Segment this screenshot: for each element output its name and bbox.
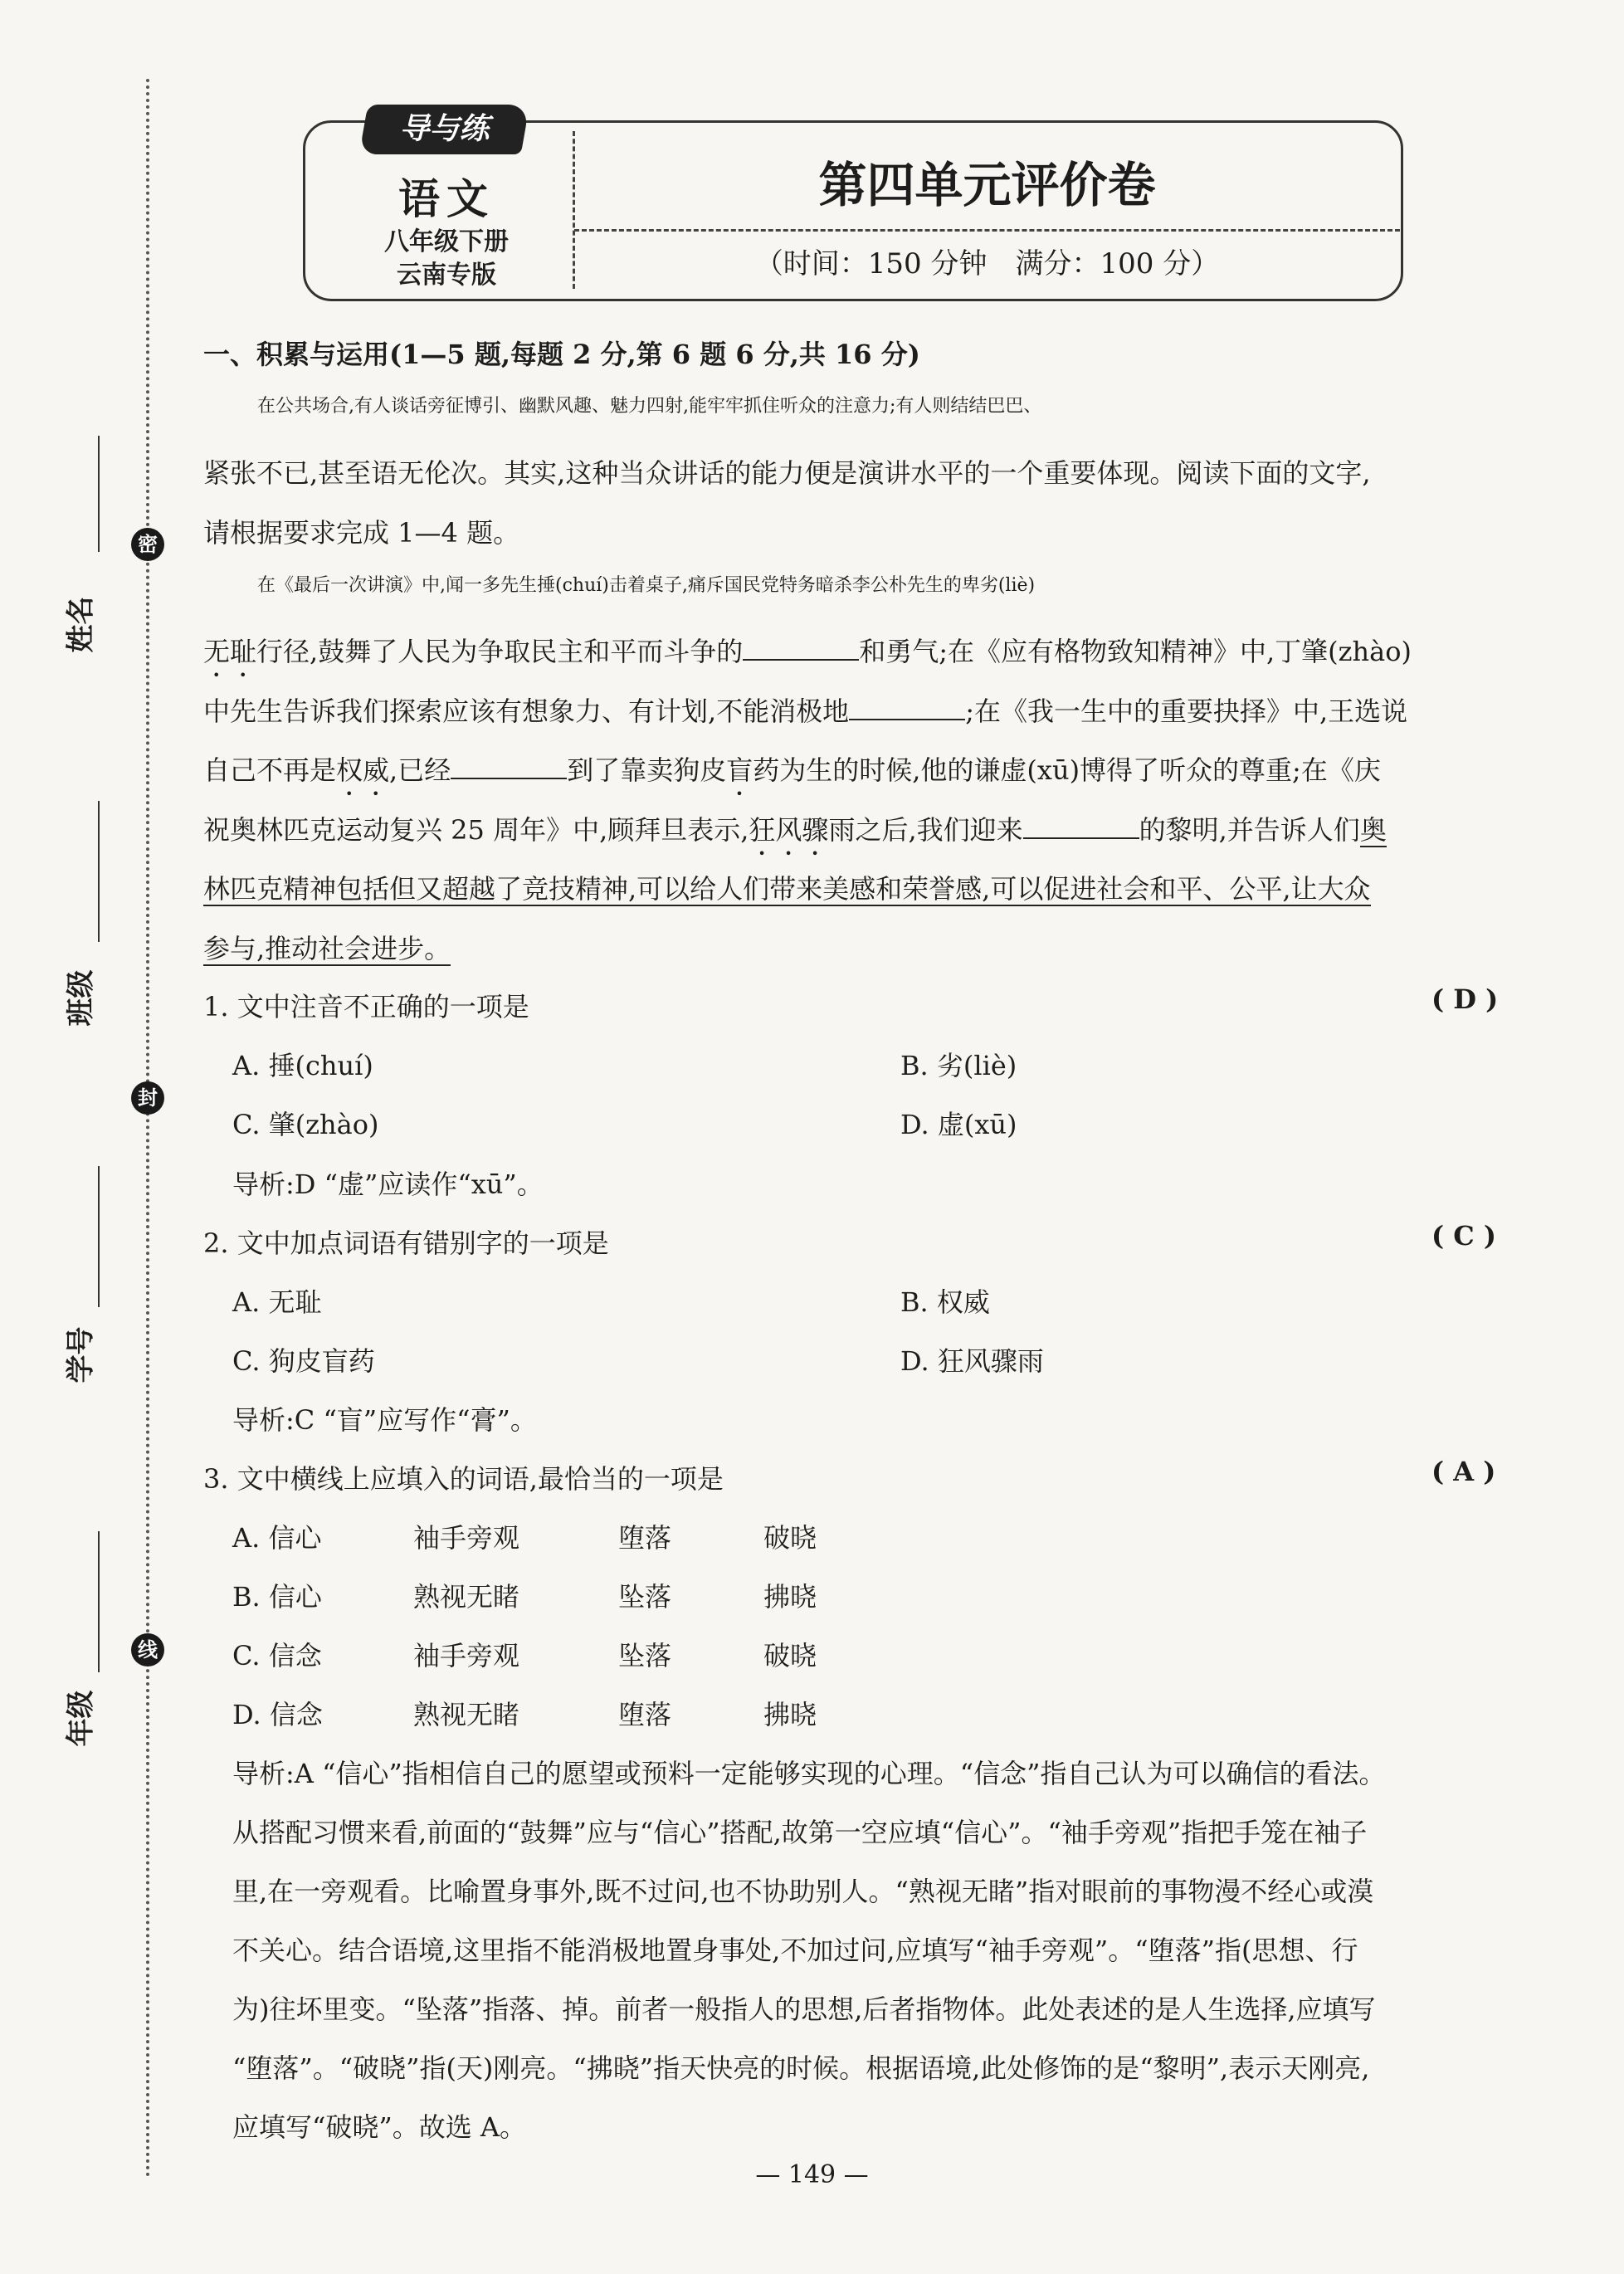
q3-a-word-3: 堕落 — [618, 1522, 672, 1554]
question-2-answer: ( C ) — [1431, 1220, 1497, 1252]
q1-option-b[interactable]: B. 劣(liè) — [900, 1050, 1017, 1081]
time-info: （时间：150 分钟 满分：100 分） — [754, 247, 1220, 281]
passage-line-4: 自己不再是权威,已经 到了靠卖狗皮盲药为生的时候,他的谦虚(xū)博得了听众的尊重;在《庆 — [203, 754, 1381, 786]
q3-b-word-2: 熟视无睹 — [413, 1581, 520, 1613]
question-1-stem: 1. 文中注音不正确的一项是 — [203, 991, 529, 1022]
blank-2[interactable] — [849, 697, 965, 720]
q3-c-word-3: 坠落 — [618, 1640, 672, 1671]
number-label: 学号 — [64, 1326, 98, 1383]
number-line — [98, 1166, 100, 1307]
binding-dotted-line — [146, 79, 149, 2179]
seal-mi: 密 — [131, 528, 164, 561]
q3-analysis-line-2: 从搭配习惯来看,前面的“鼓舞”应与“信心”搭配,故第一空应填“信心”。“袖手旁观”指把手笼在袖子 — [232, 1817, 1368, 1848]
grade-level: 八年级下册 — [384, 227, 509, 256]
q1-option-a[interactable]: A. 捶(chuí) — [232, 1050, 373, 1081]
intro-line-1: 在公共场合,有人谈话旁征博引、幽默风趣、魅力四射,能牢牢抓住听众的注意力;有人则结结巴巴、 — [257, 396, 1042, 417]
q3-d-word-4: 拂晓 — [763, 1699, 817, 1730]
passage-line-6: 林匹克精神包括但又超越了竞技精神,可以给人们带来美感和荣誉感,可以促进社会和平、公平,让大众 — [203, 873, 1371, 905]
grade-label: 年级 — [64, 1690, 98, 1747]
intro-line-3: 请根据要求完成 1—4 题。 — [203, 517, 520, 549]
q3-option-c[interactable]: C. 信念 — [232, 1640, 322, 1671]
q1-option-c[interactable]: C. 肇(zhào) — [232, 1109, 379, 1140]
q3-b-word-4: 拂晓 — [763, 1581, 817, 1613]
q2-option-a[interactable]: A. 无耻 — [232, 1286, 322, 1318]
q3-d-word-3: 堕落 — [618, 1699, 672, 1730]
q2-option-d[interactable]: D. 狂风骤雨 — [900, 1345, 1044, 1377]
exam-header — [303, 112, 1403, 301]
section-heading: 一、积累与运用(1—5 题,每题 2 分,第 6 题 6 分,共 16 分) — [203, 339, 920, 370]
name-label: 姓名 — [64, 596, 98, 653]
seal-xian: 线 — [131, 1633, 164, 1666]
q3-b-word-3: 坠落 — [618, 1581, 672, 1613]
question-2-stem: 2. 文中加点词语有错别字的一项是 — [203, 1227, 609, 1259]
q1-option-d[interactable]: D. 虚(xū) — [900, 1109, 1017, 1140]
blank-1[interactable] — [743, 637, 859, 661]
grade-line — [98, 1531, 100, 1672]
question-3-stem: 3. 文中横线上应填入的词语,最恰当的一项是 — [203, 1463, 724, 1495]
class-label: 班级 — [64, 969, 98, 1027]
q3-d-word-2: 熟视无睹 — [413, 1699, 520, 1730]
blank-4[interactable] — [1023, 816, 1139, 839]
q3-analysis-line-1: 导析:A “信心”指相信自己的愿望或预料一定能够实现的心理。“信念”指自己认为可以确信的看法。 — [232, 1758, 1386, 1789]
question-2-analysis: 导析:C “盲”应写作“膏”。 — [232, 1404, 537, 1436]
q3-analysis-line-7: 应填写“破晓”。故选 A。 — [232, 2111, 527, 2143]
q3-a-word-2: 袖手旁观 — [413, 1522, 520, 1554]
page-title: 第四单元评价卷 — [818, 157, 1156, 213]
q3-analysis-line-4: 不关心。结合语境,这里指不能消极地置身事处,不加过问,应填写“袖手旁观”。“堕落”指(思想、行 — [232, 1935, 1358, 1966]
q3-analysis-line-3: 里,在一旁观看。比喻置身事外,既不过问,也不协助别人。“熟视无睹”指对眼前的事物漫不经心或漠 — [232, 1876, 1374, 1907]
q3-c-word-4: 破晓 — [763, 1640, 817, 1671]
passage-line-7: 参与,推动社会进步。 — [203, 933, 451, 964]
q3-analysis-line-5: 为)往坏里变。“坠落”指落、掉。前者一般指人的思想,后者指物体。此处表述的是人生选择,应填写 — [232, 1993, 1376, 2025]
blank-3[interactable] — [451, 756, 567, 779]
q3-option-b[interactable]: B. 信心 — [232, 1581, 322, 1613]
question-3-answer: ( A ) — [1431, 1456, 1496, 1487]
q3-analysis-line-6: “堕落”。“破晓”指(天)刚亮。“拂晓”指天快亮的时候。根据语境,此处修饰的是“黎明”,表示天刚亮, — [232, 2052, 1370, 2084]
q3-option-d[interactable]: D. 信念 — [232, 1699, 323, 1730]
header-dash — [574, 229, 1400, 232]
brand-logo: 导与练 — [359, 105, 530, 154]
name-line — [98, 436, 100, 552]
passage-line-5: 祝奥林匹克运动复兴 25 周年》中,顾拜旦表示,狂风骤雨之后,我们迎来 的黎明,并告诉人们奥 — [203, 814, 1387, 846]
intro-line-2: 紧张不已,甚至语无伦次。其实,这种当众讲话的能力便是演讲水平的一个重要体现。阅读下面的文字, — [203, 457, 1371, 489]
question-1-analysis: 导析:D “虚”应读作“xū”。 — [232, 1169, 544, 1200]
passage-line-3: 中先生告诉我们探索应该有想象力、有计划,不能消极地 ;在《我一生中的重要抉择》中,王选说 — [203, 695, 1408, 727]
q2-option-b[interactable]: B. 权威 — [900, 1286, 990, 1318]
q3-c-word-2: 袖手旁观 — [413, 1640, 520, 1671]
passage-line-1: 在《最后一次讲演》中,闻一多先生捶(chuí)击着桌子,痛斥国民党特务暗杀李公朴先生的卑劣(liè) — [257, 575, 1036, 596]
q2-option-c[interactable]: C. 狗皮盲药 — [232, 1345, 375, 1377]
question-1-answer: ( D ) — [1431, 983, 1499, 1015]
subject-title: 语文 — [398, 174, 495, 223]
passage-line-2: 无耻行径,鼓舞了人民为争取民主和平而斗争的 和勇气;在《应有格物致知精神》中,丁肇(zhào) — [203, 636, 1412, 667]
seal-feng: 封 — [131, 1081, 164, 1115]
q3-option-a[interactable]: A. 信心 — [232, 1522, 322, 1554]
q3-a-word-4: 破晓 — [763, 1522, 817, 1554]
edition-label: 云南专版 — [397, 261, 496, 290]
page-number: — 149 — — [755, 2160, 869, 2189]
class-line — [98, 801, 100, 942]
